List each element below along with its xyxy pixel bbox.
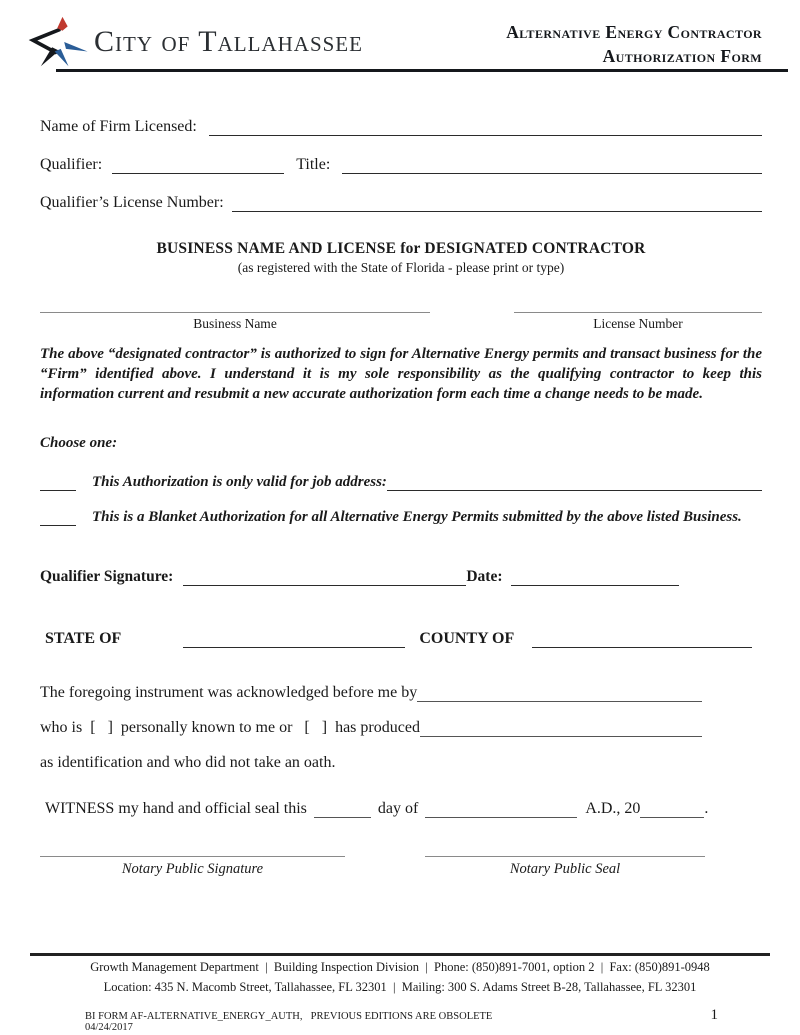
witness-period: . [704, 799, 709, 817]
firm-name-label: Name of Firm Licensed: [40, 118, 197, 136]
option-job-address-select-line[interactable] [40, 476, 76, 491]
license-number-column [514, 300, 762, 332]
notary-signature-line[interactable] [40, 844, 345, 857]
license-number-field[interactable] [514, 300, 762, 313]
header-divider [56, 69, 788, 72]
notary-seal-column [425, 844, 705, 878]
notary-seal-line[interactable] [425, 844, 705, 857]
identification-text: as identification and who did not take an oath. [40, 753, 336, 771]
acknowledged-by-field[interactable] [417, 687, 702, 702]
personally-known-checkbox[interactable]: [ ] [90, 718, 113, 736]
witness-ad-label: A.D., 20 [585, 799, 641, 817]
form-title-line2: Authorization Form [602, 45, 762, 66]
notary-signature-column [40, 844, 345, 878]
notary-seal-label: Notary Public Seal [509, 860, 621, 877]
qualifier-signature-row [40, 568, 762, 586]
acknowledged-row [40, 684, 762, 702]
form-title-line1: Alternative Energy Contractor [506, 22, 762, 42]
option-blanket-label: This is a Blanket Authorization for all Alternative Energy Permits submitted by the above listed Business. [92, 508, 742, 525]
witness-row [40, 800, 762, 818]
page-number: 1 [710, 1007, 718, 1024]
section-subheading: (as registered with the State of Florida - please print or type) [237, 260, 565, 276]
city-logo [40, 16, 363, 68]
footer-divider [30, 953, 770, 956]
county-of-field[interactable] [532, 633, 752, 648]
qualifier-signature-label: Qualifier Signature: [40, 567, 174, 585]
witness-year-field[interactable] [640, 803, 704, 818]
oath-row [40, 754, 762, 772]
city-star-logo-icon [26, 16, 92, 68]
footer-meta-row [30, 1007, 770, 1033]
license-number-label: License Number [593, 316, 683, 332]
has-produced-checkbox[interactable]: [ ] [304, 718, 328, 736]
business-name-field[interactable] [40, 300, 430, 313]
qualifier-row [40, 156, 762, 174]
title-field[interactable] [342, 159, 762, 174]
form-header [40, 16, 762, 68]
footer-address-line: Location: 435 N. Macomb Street, Tallahassee, FL 32301 | Mailing: 300 S. Adams Street B-28, Tallahassee, FL 32301 [103, 979, 697, 994]
has-produced-field[interactable] [420, 722, 702, 737]
option-job-address-label: This Authorization is only valid for job address: [92, 473, 387, 490]
form-code: BI FORM AF-ALTERNATIVE_ENERGY_AUTH, 04/24/2017 [85, 1011, 303, 1034]
state-of-label: STATE OF [45, 629, 122, 647]
witness-day-of-label: day of [377, 799, 419, 817]
qualifier-signature-field[interactable] [183, 571, 466, 586]
choose-one-label: Choose one: [40, 434, 118, 451]
business-name-label: Business Name [193, 316, 277, 332]
has-produced-text: has produced [335, 718, 420, 736]
identification-row [40, 719, 762, 737]
firm-name-row [40, 118, 762, 136]
county-of-label: COUNTY OF [419, 629, 515, 647]
form-footer [30, 953, 770, 1033]
firm-name-field[interactable] [209, 121, 762, 136]
business-name-column [40, 300, 430, 332]
editions-note: PREVIOUS EDITIONS ARE OBSOLETE [310, 1011, 493, 1023]
qualifier-field[interactable] [112, 159, 284, 174]
option-blanket-row [40, 509, 762, 526]
qualifier-license-label: Qualifier’s License Number: [40, 194, 224, 212]
state-of-field[interactable] [183, 633, 405, 648]
personally-known-text: personally known to me or [120, 718, 293, 736]
option-job-address-row [40, 474, 762, 491]
witness-prefix: WITNESS my hand and official seal this [45, 799, 307, 817]
qualifier-license-row [40, 194, 762, 212]
qualifier-license-field[interactable] [232, 197, 762, 212]
job-address-field[interactable] [387, 476, 762, 491]
authorization-statement: The above “designated contractor” is authorized to sign for Alternative Energy permits and transact business for the “Firm” identified above. I understand it is my sole responsibility as the qualifying contractor to keep this information current and resubmit a new accurate authorization form each time a change needs to be made. [40, 346, 762, 403]
city-logo-text: City of Tallahassee [94, 25, 363, 58]
who-is-prefix: who is [40, 718, 83, 736]
business-license-row [40, 300, 762, 332]
witness-month-field[interactable] [425, 803, 577, 818]
form-title [506, 16, 762, 68]
option-blanket-select-line[interactable] [40, 511, 76, 526]
footer-department-line: Growth Management Department | Building Inspection Division | Phone: (850)891-7001, option 2 | Fax: (850)891-0948 [90, 960, 710, 974]
title-label: Title: [296, 156, 331, 174]
witness-day-field[interactable] [314, 803, 371, 818]
qualifier-label: Qualifier: [40, 156, 103, 174]
date-label: Date: [466, 567, 503, 585]
notary-lines-row [40, 844, 762, 878]
acknowledged-prefix: The foregoing instrument was acknowledged before me by [40, 683, 418, 701]
notary-signature-label: Notary Public Signature [121, 860, 264, 877]
date-field[interactable] [511, 571, 679, 586]
state-county-row [40, 630, 762, 648]
section-heading: BUSINESS NAME AND LICENSE for DESIGNATED CONTRACTOR [156, 240, 646, 258]
